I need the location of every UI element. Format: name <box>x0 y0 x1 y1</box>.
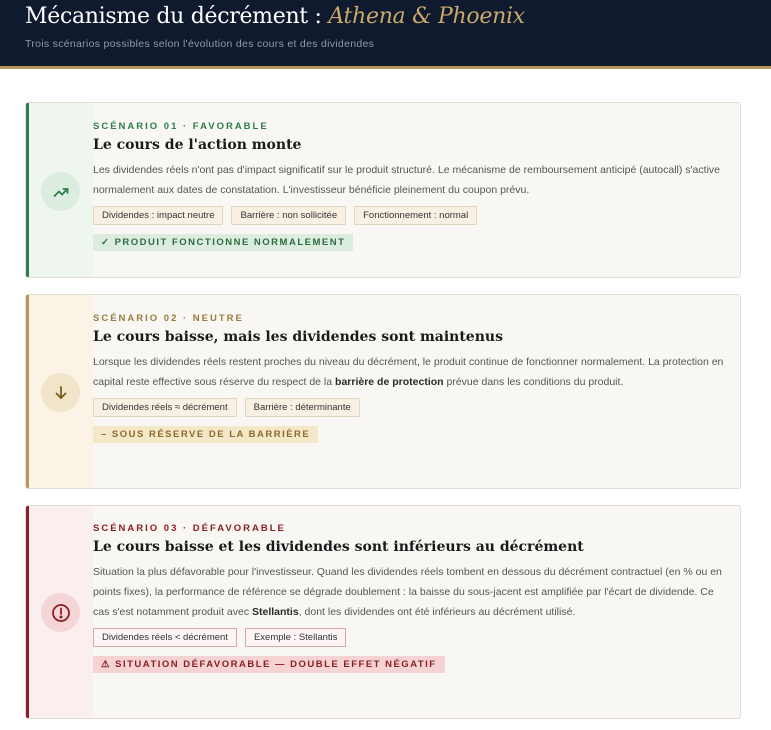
scenario-card-favorable <box>25 102 741 278</box>
page-title <box>25 4 525 29</box>
status-badge: ✓ PRODUIT FONCTIONNE NORMALEMENT <box>93 234 353 251</box>
title-accent: Athena & Phoenix <box>328 4 525 29</box>
scenario-tags <box>93 206 728 225</box>
scenario-tags <box>93 628 728 647</box>
scenario-tags <box>93 398 728 417</box>
scenario-eyebrow: SCÉNARIO 02 · NEUTRE <box>93 313 244 324</box>
tag: Barrière : non sollicitée <box>231 206 346 225</box>
scenario-card-neutre <box>25 294 741 489</box>
status-badge: – SOUS RÉSERVE DE LA BARRIÈRE <box>93 426 318 443</box>
status-badge: ⚠ SITUATION DÉFAVORABLE — DOUBLE EFFET NÉGATIF <box>93 656 445 673</box>
scenario-card-defavorable <box>25 505 741 719</box>
page-subtitle: Trois scénarios possibles selon l'évolution des cours et des dividendes <box>25 38 375 50</box>
scenario-title: Le cours de l'action monte <box>93 137 302 153</box>
scenario-description <box>93 352 728 392</box>
scenario-description <box>93 562 728 622</box>
alert-circle-icon <box>41 593 80 632</box>
tag: Dividendes réels ≈ décrément <box>93 398 237 417</box>
scenario-description <box>93 160 728 200</box>
tag: Fonctionnement : normal <box>354 206 477 225</box>
description-text: , dont les dividendes ont été inférieurs au décrément utilisé. <box>298 606 576 618</box>
scenario-title: Le cours baisse, mais les dividendes sont maintenus <box>93 329 503 345</box>
tag: Dividendes réels < décrément <box>93 628 237 647</box>
trend-up-icon <box>41 172 80 211</box>
arrow-down-icon <box>41 373 80 412</box>
tag: Dividendes : impact neutre <box>93 206 223 225</box>
description-text: Lorsque les dividendes réels restent proches du niveau du décrément, le produit continue de fonctionner normalement. La protection en capital reste effective sous réserve du respect de la <box>93 356 724 388</box>
scenario-title: Le cours baisse et les dividendes sont inférieurs au décrément <box>93 539 584 555</box>
description-emphasis: barrière de protection <box>335 376 444 388</box>
tag: Barrière : déterminante <box>245 398 360 417</box>
scenario-eyebrow: SCÉNARIO 03 · DÉFAVORABLE <box>93 523 286 534</box>
title-main: Mécanisme du décrément : <box>25 4 329 29</box>
description-text: Situation la plus défavorable pour l'investisseur. Quand les dividendes réels tombent en dessous du décrément contractuel (en % ou en points fixes), la performance de référence se dégrade doublement : la baisse du sous-jacent est amplifiée par l'écart de dividende. Ce cas s'est notamment produit avec <box>93 566 722 618</box>
description-emphasis: Stellantis <box>252 606 299 618</box>
scenario-eyebrow: SCÉNARIO 01 · FAVORABLE <box>93 121 269 132</box>
page-header <box>0 0 771 69</box>
description-text: prévue dans les conditions du produit. <box>443 376 624 388</box>
tag: Exemple : Stellantis <box>245 628 346 647</box>
description-text: Les dividendes réels n'ont pas d'impact significatif sur le produit structuré. Le mécanisme de remboursement anticipé (autocall) s'active normalement aux dates de constatation. L'investisseur bénéficie pleinement du coupon prévu. <box>93 164 720 196</box>
